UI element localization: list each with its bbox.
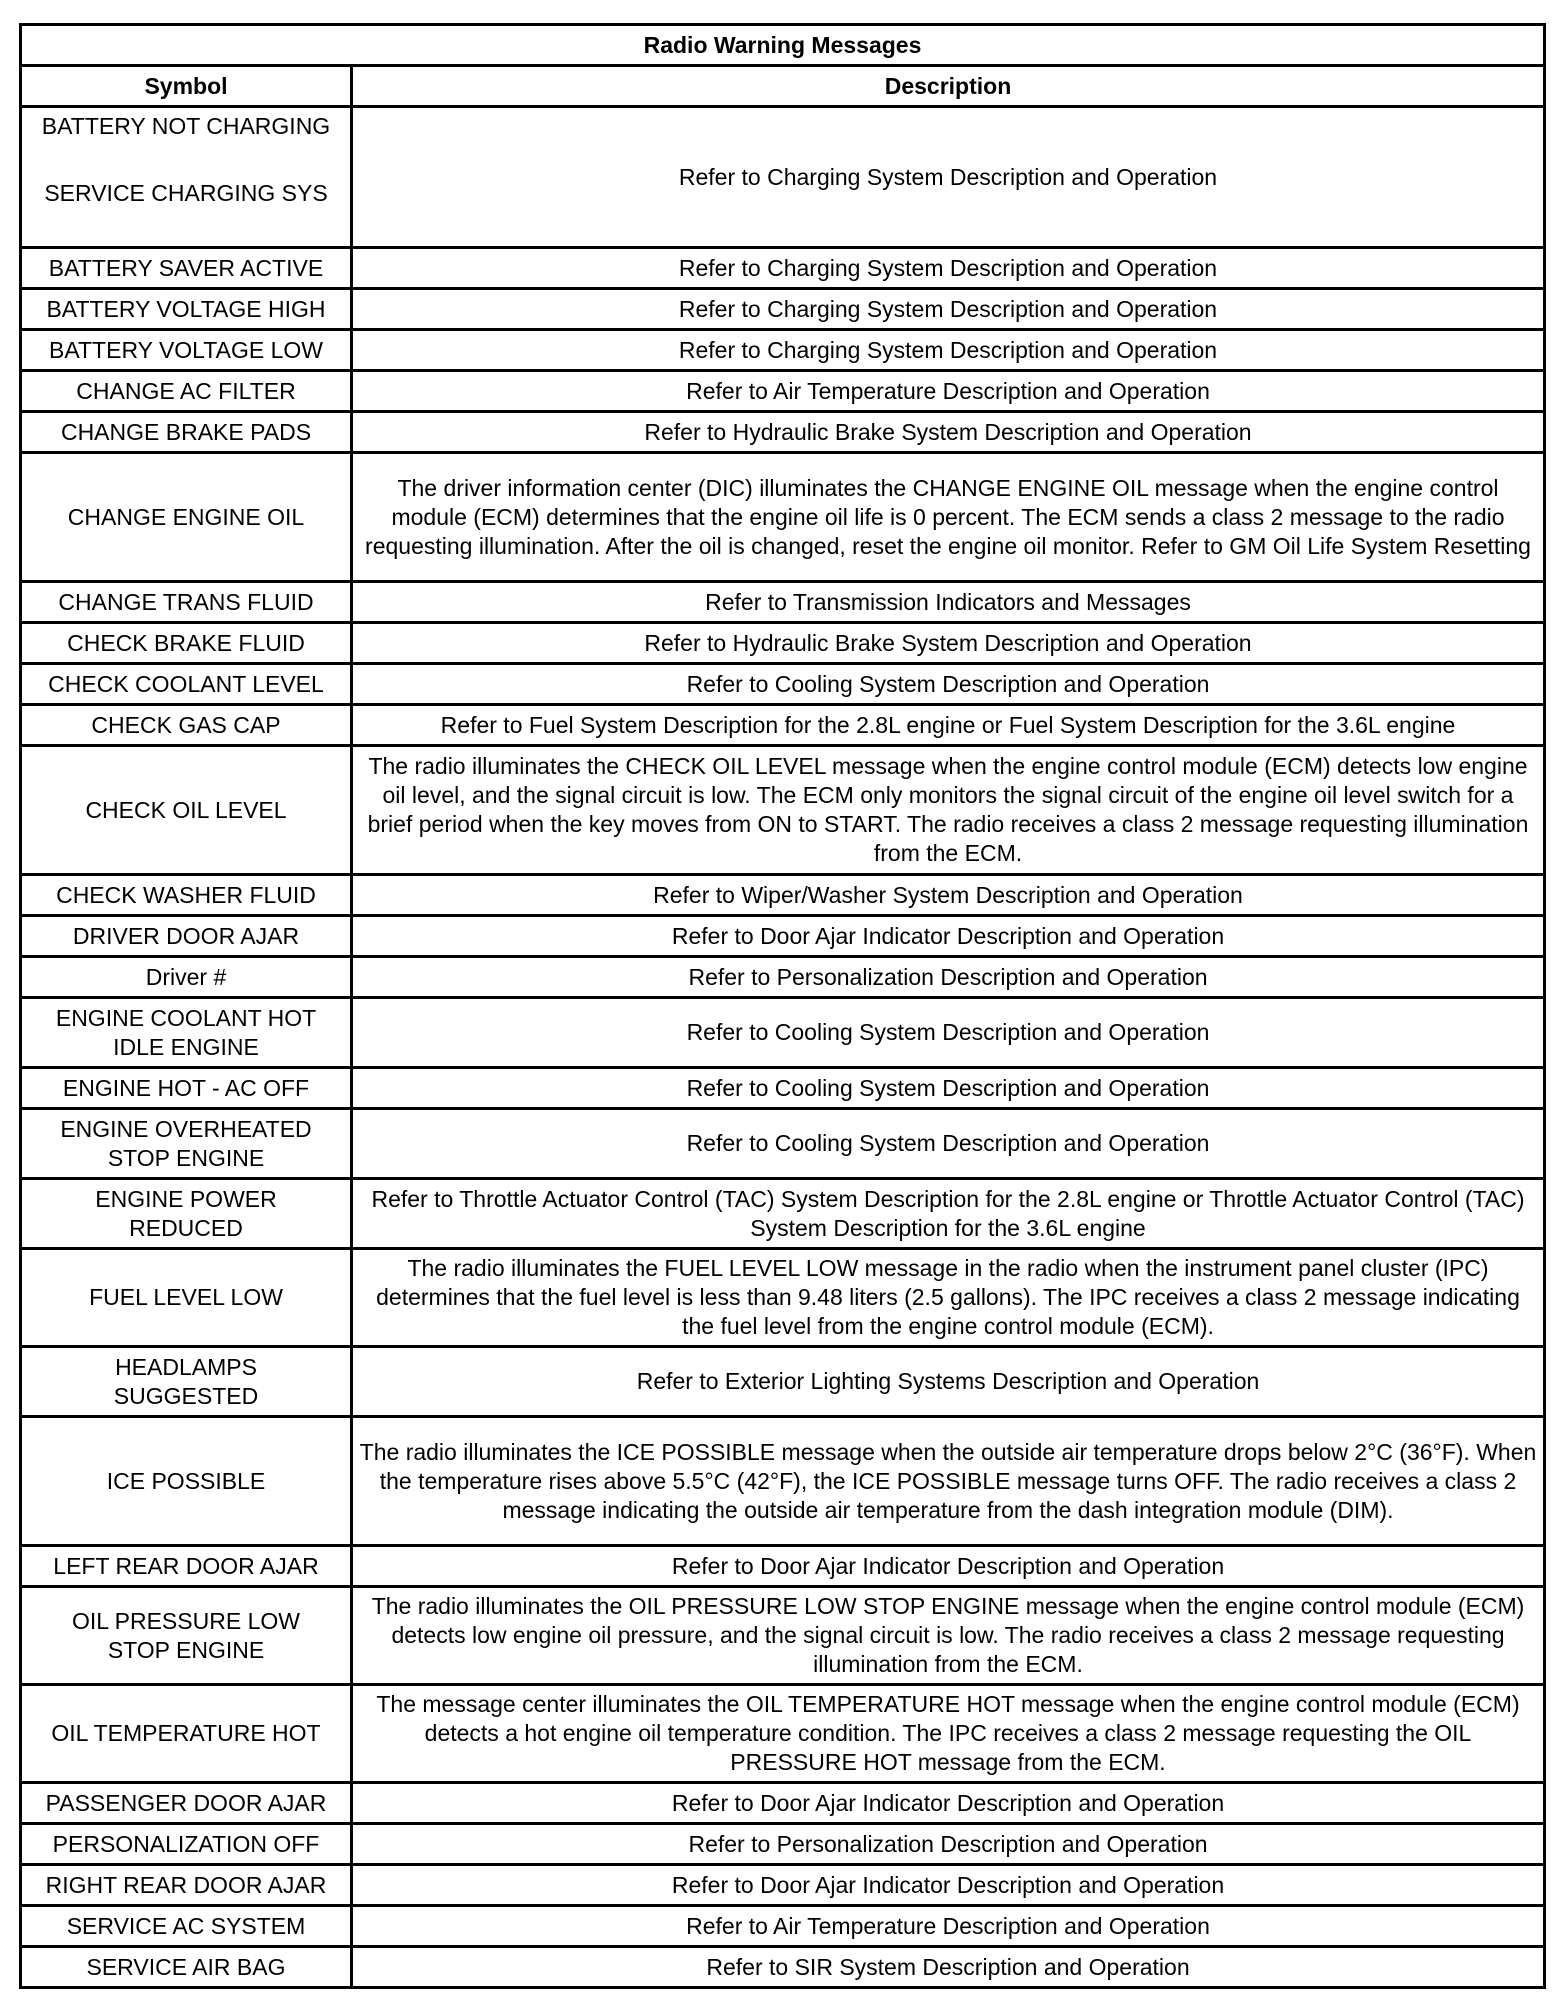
symbol-text: SERVICE CHARGING SYS — [44, 180, 328, 206]
table-row — [21, 107, 1545, 248]
symbol-cell: CHECK GAS CAP — [21, 705, 352, 746]
symbol-cell: Driver # — [21, 957, 352, 998]
description-cell: Refer to Throttle Actuator Control (TAC) System Description for the 2.8L engine or Throttle Actuator Control (TAC) System Description for the 3.6L engine — [352, 1179, 1545, 1249]
description-cell: Refer to Air Temperature Description and Operation — [352, 371, 1545, 412]
table-row — [21, 1347, 1545, 1417]
symbol-text: BATTERY NOT CHARGING — [41, 113, 331, 139]
symbol-cell: FUEL LEVEL LOW — [21, 1249, 352, 1347]
description-cell: Refer to Personalization Description and Operation — [352, 1824, 1545, 1865]
symbol-cell: SERVICE AIR BAG — [21, 1947, 352, 1988]
description-cell: The message center illuminates the OIL TEMPERATURE HOT message when the engine control module (ECM) detects a hot engine oil temperature condition. The IPC receives a class 2 message requesting the OIL PRESSURE HOT message from the ECM. — [352, 1685, 1545, 1783]
table-row — [21, 1249, 1545, 1347]
table-title: Radio Warning Messages — [21, 25, 1545, 66]
description-cell: Refer to Cooling System Description and Operation — [352, 664, 1545, 705]
description-cell: Refer to Air Temperature Description and Operation — [352, 1906, 1545, 1947]
table-row — [21, 371, 1545, 412]
symbol-cell: CHANGE ENGINE OIL — [21, 453, 352, 582]
description-cell: Refer to Cooling System Description and Operation — [352, 998, 1545, 1068]
description-cell: The radio illuminates the FUEL LEVEL LOW message in the radio when the instrument panel cluster (IPC) determines that the fuel level is less than 9.48 liters (2.5 gallons). The IPC receives a class 2 message indicating the fuel level from the engine control module (ECM). — [352, 1249, 1545, 1347]
symbol-cell: CHECK OIL LEVEL — [21, 746, 352, 875]
symbol-cell — [21, 107, 352, 248]
description-cell: The driver information center (DIC) illuminates the CHANGE ENGINE OIL message when the engine control module (ECM) determines that the engine oil life is 0 percent. The ECM sends a class 2 message to the radio requesting illumination. After the oil is changed, reset the engine oil monitor. Refer to GM Oil Life System Resetting — [352, 453, 1545, 582]
table-row — [21, 1783, 1545, 1824]
table-row — [21, 1865, 1545, 1906]
symbol-cell: LEFT REAR DOOR AJAR — [21, 1546, 352, 1587]
description-cell: Refer to Personalization Description and Operation — [352, 957, 1545, 998]
table-row — [21, 746, 1545, 875]
description-cell: Refer to Door Ajar Indicator Description and Operation — [352, 916, 1545, 957]
description-cell: Refer to Door Ajar Indicator Description and Operation — [352, 1865, 1545, 1906]
description-cell: Refer to Wiper/Washer System Description and Operation — [352, 875, 1545, 916]
description-cell: Refer to Hydraulic Brake System Description and Operation — [352, 623, 1545, 664]
table-row — [21, 957, 1545, 998]
symbol-cell: ENGINE COOLANT HOT IDLE ENGINE — [21, 998, 352, 1068]
symbol-cell: BATTERY SAVER ACTIVE — [21, 248, 352, 289]
symbol-cell: DRIVER DOOR AJAR — [21, 916, 352, 957]
symbol-cell: CHECK BRAKE FLUID — [21, 623, 352, 664]
symbol-cell: CHANGE AC FILTER — [21, 371, 352, 412]
table-row — [21, 1947, 1545, 1988]
symbol-cell: SERVICE AC SYSTEM — [21, 1906, 352, 1947]
description-cell: Refer to Door Ajar Indicator Description and Operation — [352, 1783, 1545, 1824]
table-row — [21, 1068, 1545, 1109]
table-row — [21, 1824, 1545, 1865]
symbol-cell: OIL TEMPERATURE HOT — [21, 1685, 352, 1783]
table-row — [21, 412, 1545, 453]
table-row — [21, 1587, 1545, 1685]
description-cell: The radio illuminates the ICE POSSIBLE message when the outside air temperature drops below 2°C (36°F). When the temperature rises above 5.5°C (42°F), the ICE POSSIBLE message turns OFF. The radio receives a class 2 message indicating the outside air temperature from the dash integration module (DIM). — [352, 1417, 1545, 1546]
description-cell: Refer to Transmission Indicators and Messages — [352, 582, 1545, 623]
symbol-cell: BATTERY VOLTAGE HIGH — [21, 289, 352, 330]
table-row — [21, 1179, 1545, 1249]
description-cell: Refer to Charging System Description and Operation — [352, 289, 1545, 330]
symbol-cell: ENGINE HOT - AC OFF — [21, 1068, 352, 1109]
symbol-cell: CHANGE TRANS FLUID — [21, 582, 352, 623]
symbol-cell: CHANGE BRAKE PADS — [21, 412, 352, 453]
radio-warning-messages-table — [19, 23, 1546, 1989]
symbol-cell: PASSENGER DOOR AJAR — [21, 1783, 352, 1824]
header-description: Description — [352, 66, 1545, 107]
description-cell: Refer to Charging System Description and Operation — [352, 248, 1545, 289]
table-row — [21, 623, 1545, 664]
table-row — [21, 998, 1545, 1068]
table-row — [21, 1685, 1545, 1783]
header-symbol: Symbol — [21, 66, 352, 107]
description-cell: Refer to Exterior Lighting Systems Description and Operation — [352, 1347, 1545, 1417]
description-cell: Refer to Cooling System Description and Operation — [352, 1068, 1545, 1109]
description-cell: Refer to Door Ajar Indicator Description and Operation — [352, 1546, 1545, 1587]
table-row — [21, 1109, 1545, 1179]
table-row — [21, 582, 1545, 623]
table-row — [21, 1906, 1545, 1947]
table-row — [21, 330, 1545, 371]
table-row — [21, 1417, 1545, 1546]
table-row — [21, 875, 1545, 916]
symbol-cell: ICE POSSIBLE — [21, 1417, 352, 1546]
symbol-cell: BATTERY VOLTAGE LOW — [21, 330, 352, 371]
table-row — [21, 289, 1545, 330]
table-row — [21, 248, 1545, 289]
description-cell: The radio illuminates the CHECK OIL LEVEL message when the engine control module (ECM) detects low engine oil level, and the signal circuit is low. The ECM only monitors the signal circuit of the engine oil level switch for a brief period when the key moves from ON to START. The radio receives a class 2 message requesting illumination from the ECM. — [352, 746, 1545, 875]
description-cell: Refer to Charging System Description and Operation — [352, 330, 1545, 371]
symbol-cell: PERSONALIZATION OFF — [21, 1824, 352, 1865]
table-row — [21, 1546, 1545, 1587]
symbol-cell: OIL PRESSURE LOW STOP ENGINE — [21, 1587, 352, 1685]
description-cell: Refer to Hydraulic Brake System Description and Operation — [352, 412, 1545, 453]
table-row — [21, 705, 1545, 746]
description-cell: Refer to Cooling System Description and Operation — [352, 1109, 1545, 1179]
symbol-cell: CHECK WASHER FLUID — [21, 875, 352, 916]
table-row — [21, 664, 1545, 705]
symbol-cell: HEADLAMPS SUGGESTED — [21, 1347, 352, 1417]
symbol-cell: CHECK COOLANT LEVEL — [21, 664, 352, 705]
description-cell: Refer to Charging System Description and Operation — [352, 107, 1545, 248]
symbol-cell: ENGINE POWER REDUCED — [21, 1179, 352, 1249]
table-row — [21, 453, 1545, 582]
table-row — [21, 916, 1545, 957]
symbol-cell: RIGHT REAR DOOR AJAR — [21, 1865, 352, 1906]
description-cell: Refer to SIR System Description and Operation — [352, 1947, 1545, 1988]
description-cell: The radio illuminates the OIL PRESSURE LOW STOP ENGINE message when the engine control module (ECM) detects low engine oil pressure, and the signal circuit is low. The radio receives a class 2 message requesting illumination from the ECM. — [352, 1587, 1545, 1685]
description-cell: Refer to Fuel System Description for the 2.8L engine or Fuel System Description for the 3.6L engine — [352, 705, 1545, 746]
symbol-cell: ENGINE OVERHEATED STOP ENGINE — [21, 1109, 352, 1179]
